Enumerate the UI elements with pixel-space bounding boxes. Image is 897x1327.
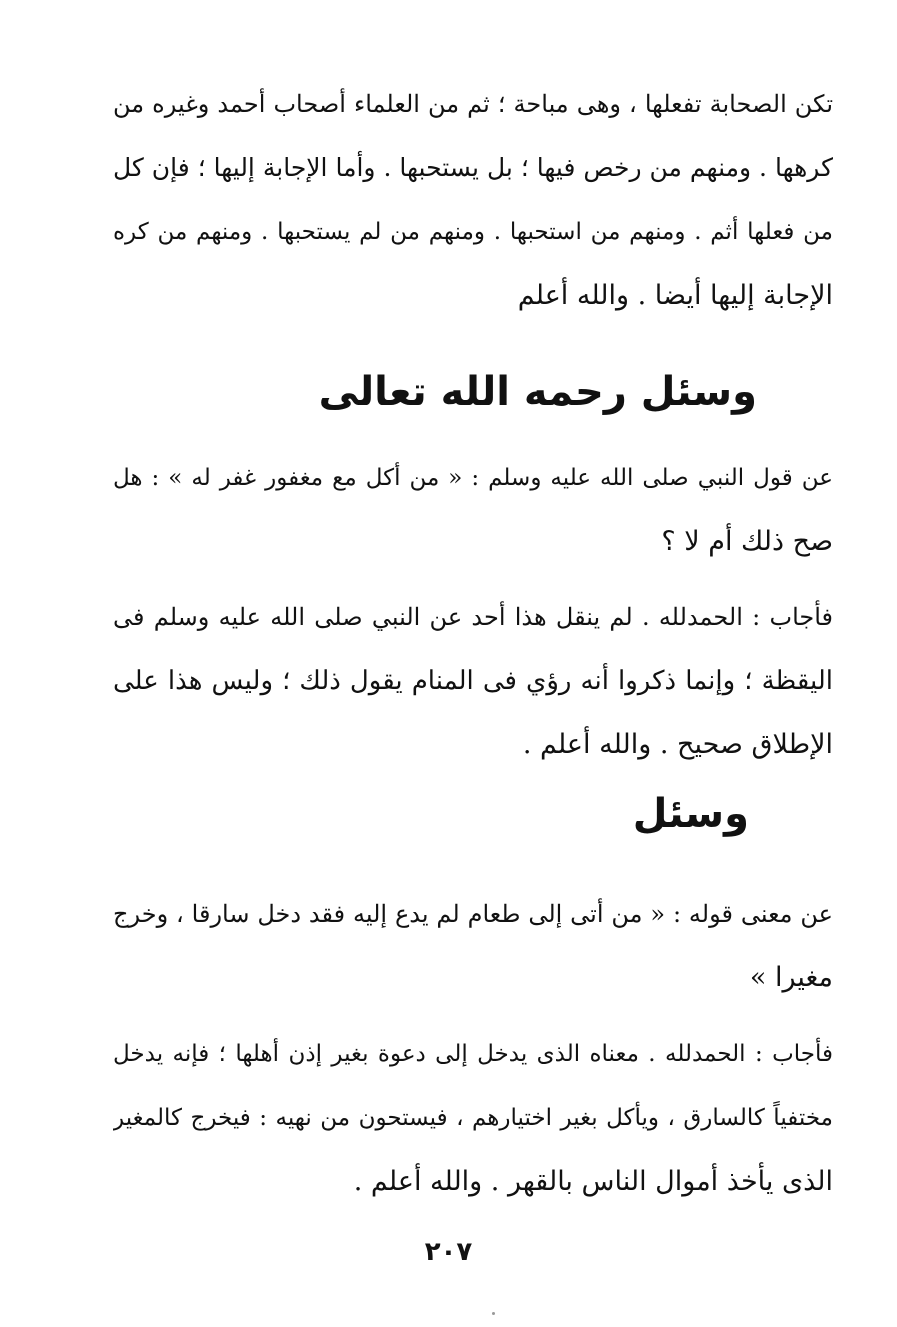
text-line: مغيرا »	[749, 962, 833, 993]
text-line: فأجاب : الحمدلله . لم ينقل هذا أحد عن النبي صلى الله عليه وسلم فى	[113, 603, 833, 631]
text-line: كرهها . ومنهم من رخص فيها ؛ بل يستحبها . وأما الإجابة إليها ؛ فإن كل	[113, 153, 833, 182]
question-paragraph	[113, 882, 833, 1010]
text-line: تكن الصحابة تفعلها ، وهى مباحة ؛ ثم من العلماء أصحاب أحمد وغيره من	[113, 90, 833, 118]
answer-paragraph	[113, 585, 833, 777]
answer-paragraph	[113, 1022, 833, 1214]
text-line: عن قول النبي صلى الله عليه وسلم : « من أكل مع مغفور غفر له » : هل	[113, 465, 833, 491]
text-line: عن معنى قوله : « من أتى إلى طعام لم يدع إليه فقد دخل سارقا ، وخرج	[113, 900, 833, 928]
text-line: اليقظة ؛ وإنما ذكروا أنه رؤي فى المنام يقول ذلك ؛ وليس هذا على	[113, 666, 833, 696]
page-number: ٢٠٧	[424, 1237, 473, 1267]
text-line: الإجابة إليها أيضا . والله أعلم	[517, 280, 833, 311]
scan-speck	[492, 1312, 495, 1315]
section-heading: وسئل	[632, 791, 749, 837]
paragraph-continuation	[113, 72, 833, 328]
text-line: صح ذلك أم لا ؟	[661, 526, 833, 557]
text-line: مختفياً كالسارق ، ويأكل بغير اختيارهم ، فيستحون من نهيه : فيخرج كالمغير	[113, 1105, 833, 1131]
text-line: الإطلاق صحيح . والله أعلم .	[522, 729, 833, 760]
text-line: فأجاب : الحمدلله . معناه الذى يدخل إلى دعوة بغير إذن أهلها ؛ فإنه يدخل	[113, 1041, 833, 1067]
text-line: من فعلها أثم . ومنهم من استحبها . ومنهم من لم يستحبها . ومنهم من كره	[113, 219, 833, 245]
question-paragraph	[113, 446, 833, 574]
text-line: الذى يأخذ أموال الناس بالقهر . والله أعلم .	[353, 1166, 833, 1197]
section-heading: وسئل رحمه الله تعالى	[318, 369, 757, 415]
